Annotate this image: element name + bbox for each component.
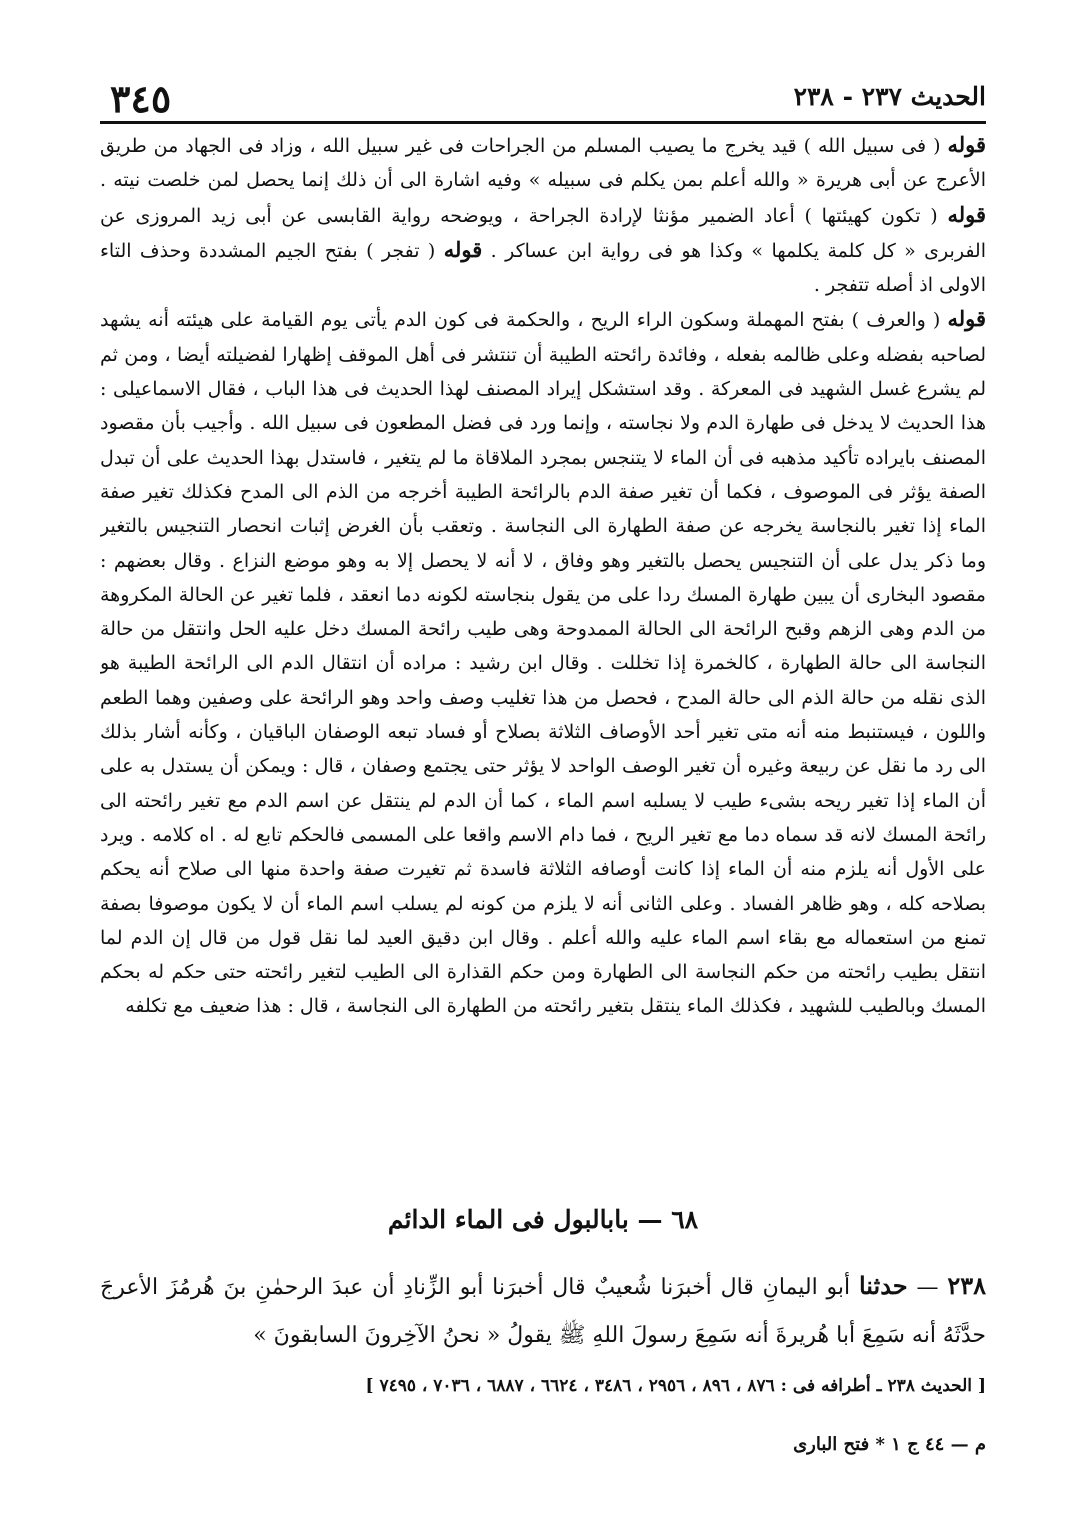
paragraph-text: ( فى سبيل الله ) قيد يخرج ما يصيب المسلم من الجراحات فى غير سبيل الله ، وزاد فى الجهاد من طريق الأعرج عن أبى هريرة « والله أعلم بمن يكلم فى سبيله » وفيه اشارة الى أن ذلك إنما يحصل لمن خلصت نيته . (100, 135, 986, 192)
paragraph-text: ( تكون كهيئتها ) أعاد الضمير مؤنثا لإرادة الجراحة ، ويوضحه رواية القابسى عن أبى زيد المروزى عن الفربرى « كل كلمة يكلمها » وكذا هو فى رواية ابن عساكر . (100, 204, 986, 262)
keyword-qawluhu: قوله (947, 306, 986, 332)
printer-signature: م — ٤٤ ج ١ * فتح البارى (793, 1434, 986, 1455)
paragraph-text: ( والعرف ) بفتح المهملة وسكون الراء الريح ، والحكمة فى كون الدم يأتى يوم القيامة على هيئته أنه يشهد لصاحبه بفضله وعلى ظالمه بفعله ، وفائدة رائحته الطيبة أن تنتشر فى أهل الموقف إظهارا لفضيلته أيضا ، ومن ثم لم يشرع غسل الشهيد فى المعركة . وقد استشكل إيراد المصنف لهذا الحديث فى هذا الباب ، فقال الاسماعيلى : هذا الحديث لا يدخل فى طهارة الدم ولا نجاسته ، وإنما ورد فى فضل المطعون فى سبيل الله . وأجيب بأن مقصود المصنف بايراده تأكيد مذهبه فى أن الماء لا يتنجس بمجرد الملاقاة ما لم يتغير ، فاستدل بهذا الحديث على أن تبدل الصفة يؤثر فى الموصوف ، فكما أن تغير صفة الدم بالرائحة الطيبة أخرجه من الذم الى المدح فكذلك تغير صفة الماء إذا تغير بالنجاسة يخرجه عن صفة الطهارة الى النجاسة . وتعقب بأن الغرض إثبات انحصار التنجيس بالتغير وما ذكر يدل على أن التنجيس يحصل بالتغير وهو وفاق ، لا أنه لا يحصل إلا به وهو موضع النزاع . وقال بعضهم : مقصود البخارى أن يبين طهارة المسك ردا على من يقول بنجاسته لكونه دما انعقد ، فلما تغير عن الحالة المكروهة من الدم وهى الزهم وقبح الرائحة الى الحالة الممدوحة وهى طيب رائحة المسك دخل عليه الحل وانتقل من حالة النجاسة الى حالة الطهارة ، كالخمرة إذا تخللت . وقال ابن رشيد : مراده أن انتقال الدم الى الرائحة الطيبة هو الذى نقله من حالة الذم الى حالة المدح ، فحصل من هذا تغليب وصف واحد وهو الرائحة على وصفين وهما الطعم واللون ، فيستنبط منه أنه متى تغير أحد الأوصاف الثلاثة بصلاح أو فساد تبعه الوصفان الباقيان ، وكأنه أشار بذلك الى رد ما نقل عن ربيعة وغيره أن تغير الوصف الواحد لا يؤثر حتى يجتمع وصفان ، قال : ويمكن أن يستدل به على أن الماء إذا تغير ريحه بشىء طيب لا يسلبه اسم الماء ، كما أن الدم لم ينتقل عن اسم الدم مع تغير رائحته الى رائحة المسك لانه قد سماه دما مع تغير الريح ، فما دام الاسم واقعا على المسمى فالحكم تابع له . اه كلامه . ويرد على الأول أنه يلزم منه أن الماء إذا كانت أوصافه الثلاثة فاسدة ثم تغيرت صفة واحدة منها الى صلاح أنه يحكم بصلاحه كله ، وهو ظاهر الفساد . وعلى الثانى أنه لا يلزم من كونه لم يسلب اسم الماء أن لا يكون موصوفا بصفة تمنع من استعماله مع بقاء اسم الماء عليه والله أعلم . وقال ابن دقيق العيد لما نقل قول من قال إن الدم لما انتقل بطيب رائحته من حكم النجاسة الى الطهارة ومن حكم القذارة الى الطيب لتغير رائحته حتى حكم له بحكم المسك وبالطيب للشهيد ، فكذلك الماء ينتقل بتغير رائحته من الطهارة الى النجاسة ، قال : هذا ضعيف مع تكلفه (100, 309, 986, 1018)
hadith-keyword: حدثنا (858, 1271, 908, 1300)
chapter-title: البول فى الماء الدائم (387, 1205, 608, 1234)
hadith-text (100, 1262, 986, 1360)
page-number: ٣٤٥ (110, 76, 172, 121)
chapter-dash: — (637, 1205, 663, 1234)
atraf-references: [ الحديث ٢٣٨ ـ أطرافه فى : ٨٧٦ ، ٨٩٦ ، ٢٩٥٦ ، ٣٤٨٦ ، ٦٦٢٤ ، ٦٨٨٧ ، ٧٠٣٦ ، ٧٤٩٥ ] (365, 1376, 986, 1396)
paragraph-text: ( تفجر ) بفتح الجيم المشددة وحذف التاء الاولى اذ أصله تتفجر . (100, 239, 986, 297)
running-head: الحديث ٢٣٧ - ٢٣٨ (793, 82, 986, 111)
chapter-heading (100, 1205, 986, 1234)
keyword-qawluhu: قوله (947, 201, 986, 227)
commentary-paragraph (100, 302, 986, 1023)
chapter-number: ٦٨ (671, 1205, 699, 1234)
commentary-paragraph (100, 128, 986, 302)
hadith-dash: — (916, 1275, 939, 1300)
header-rule (100, 121, 986, 124)
keyword-qawluhu: قوله (947, 132, 986, 157)
keyword-qawluhu: قوله (443, 236, 483, 262)
chapter-keyword: باب (607, 1205, 629, 1234)
page-header (100, 76, 986, 122)
hadith-number: ٢٣٨ (947, 1271, 986, 1300)
hadith-body: أبو اليمانِ قال أخبرَنا شُعيبٌ قال أخبرَنا أبو الزِّنادِ أن عبدَ الرحمٰنِ بنَ هُرمُزَ الأعرجَ حدَّثَهُ أنه سَمِعَ أبا هُريرةَ أنه سَمِعَ رسولَ اللهِ ﷺ يقولُ « نحنُ الآخِرونَ السابقونَ » (100, 1275, 986, 1348)
